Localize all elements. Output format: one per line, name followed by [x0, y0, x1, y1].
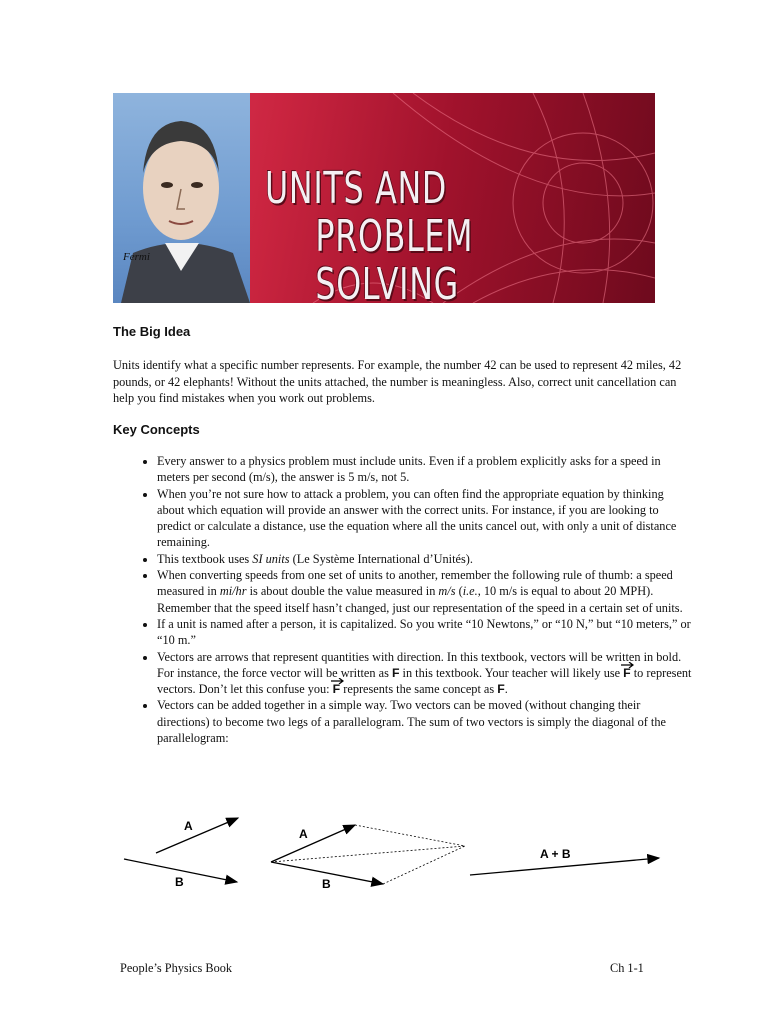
vector-arrow-icon — [621, 662, 635, 668]
portrait-caption: Fermi — [123, 251, 150, 263]
list-item: • This textbook uses SI units (Le Système International d’Unités). — [157, 551, 692, 567]
list-item: • Vectors are arrows that represent quantities with direction. In this textbook, vectors will be written in bold. For instance, the force vector will be written as F in this textbook. Your teacher will likely use F to represent vectors. Don’t let this confuse you: F represents the same concept as F. — [157, 649, 692, 698]
footer-book-title: People’s Physics Book — [120, 961, 233, 975]
vector-a-label: A — [184, 819, 193, 833]
list-item: • When converting speeds from one set of units to another, remember the following rule of thumb: a speed measured in mi/hr is about double the value measured in m/s (i.e., 10 m/s is equal to about 20 MPH). Remember that the speed itself hasn’t changed, just our representation of the speed in a certain set of units. — [157, 567, 692, 616]
list-item: • Every answer to a physics problem must include units. Even if a problem explicitly asks for a speed in meters per second (m/s), the answer is 5 m/s, not 5. — [157, 453, 692, 486]
vector-arrow-icon — [331, 678, 345, 684]
vector-addition-diagram — [113, 810, 673, 900]
fermi-portrait — [113, 93, 250, 303]
list-item: • Vectors can be added together in a simple way. Two vectors can be moved (without changing their directions) to become two legs of a parallelogram. The sum of two vectors is simply the diagonal of the parallelogram: — [157, 697, 692, 746]
banner-image — [113, 93, 655, 303]
parallelogram-side — [355, 825, 465, 846]
vector-a-label: A — [299, 827, 308, 841]
arrow-vector-f: F — [623, 666, 631, 680]
key-concepts-heading: Key Concepts — [113, 422, 200, 437]
vector-a-arrow — [271, 825, 355, 862]
vector-sum-label: A + B — [540, 847, 571, 861]
portrait-illustration — [113, 93, 250, 303]
footer-page-number: Ch 1-1 — [610, 961, 644, 975]
bold-vector-f: F — [391, 665, 400, 680]
big-idea-text: Units identify what a specific number represents. For example, the number 42 can be used to represent 42 miles, 42 pounds, or 42 elephants! Without the units attached, the number is meaningless. Also, correct unit cancellation can help you find mistakes when you work out problems. — [113, 358, 682, 405]
bold-vector-f: F — [497, 682, 505, 697]
banner-title-line1: UNITS AND — [265, 163, 448, 214]
vector-b-label: B — [322, 877, 331, 891]
vector-b-label: B — [175, 875, 184, 889]
parallelogram-diagonal — [271, 846, 465, 862]
arrow-vector-f: F — [333, 682, 341, 696]
big-idea-heading: The Big Idea — [113, 324, 191, 339]
list-item: • When you’re not sure how to attack a problem, you can often find the appropriate equation by thinking about which equation will provide an answer with the correct units. For instance, if you are looking to predict or calculate a distance, use the equation where all the units cancel out, with only a unit of distance remaining. — [157, 486, 692, 551]
vector-a-arrow — [156, 818, 238, 853]
banner-title — [265, 165, 546, 303]
banner-title-line2: PROBLEM SOLVING — [315, 211, 474, 303]
list-item: • If a unit is named after a person, it is capitalized. So you write “10 Newtons,” or “10 N,” but “10 meters,” or “10 m.” — [157, 616, 692, 649]
key-concepts-list — [113, 453, 692, 746]
